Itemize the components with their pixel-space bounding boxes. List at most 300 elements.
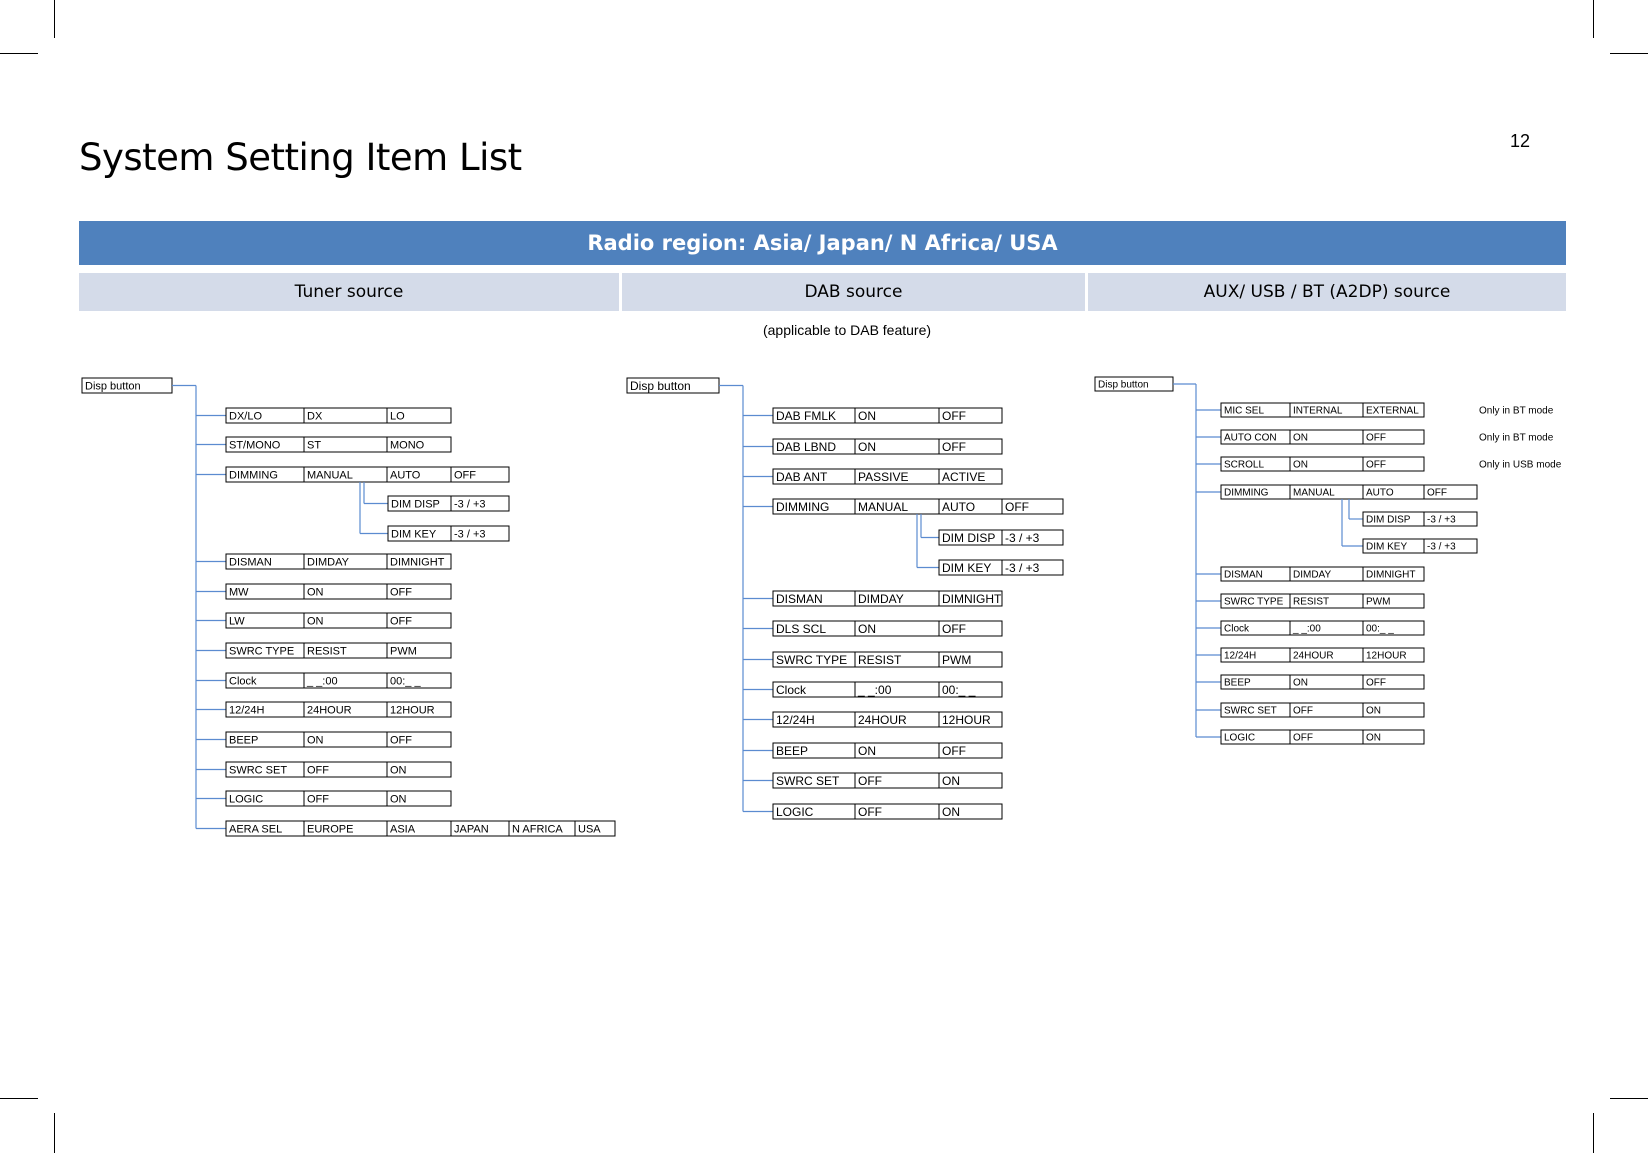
tuner-row-aera-sel-cell — [575, 821, 615, 836]
aux-row-auto-con-cell — [1221, 430, 1290, 444]
aux-row-beep-cell — [1221, 675, 1290, 689]
tuner-row-beep-cell-label: OFF — [390, 734, 412, 747]
tuner-row-dimming-cell-label: AUTO — [390, 469, 421, 482]
tuner-row-logic-cell — [226, 791, 304, 806]
aux-row-dimming-cell-label: DIMMING — [1224, 487, 1269, 499]
tuner-row-lw-cell — [304, 613, 387, 628]
tuner-row-mw-cell — [304, 584, 387, 599]
tuner-row-lw-cell-label: LW — [229, 615, 245, 628]
dab-row-dimming-cell-label: MANUAL — [858, 499, 909, 514]
tuner-row-aera-sel-cell-label: JAPAN — [454, 823, 489, 836]
aux-row-clock-cell — [1221, 621, 1290, 635]
dab-row-disman-cell — [939, 591, 1002, 606]
tuner-row-lw-cell — [226, 613, 304, 628]
aux-row-swrc-type — [1221, 594, 1424, 608]
tuner-row-beep-cell-label: ON — [307, 734, 324, 747]
tuner-row-st-mono-cell-label: ST/MONO — [229, 439, 281, 452]
dab-row-swrc-type-cell — [773, 652, 855, 667]
dab-row-dab-fmlk-cell-label: DAB FMLK — [776, 408, 837, 423]
dab-row-dimming-cell — [939, 499, 1002, 514]
dab-row-dab-ant — [773, 469, 1002, 484]
dab-row-logic-cell — [939, 804, 1002, 819]
aux-row-dimming-cell-label: OFF — [1427, 487, 1447, 499]
tuner-row-aera-sel-cell-label: N AFRICA — [512, 823, 563, 836]
dab-row-swrc-set — [773, 773, 1002, 788]
aux-dim-key-label: DIM KEY — [1366, 541, 1408, 553]
aux-row-auto-con-cell-label: OFF — [1366, 432, 1386, 444]
aux-row-scroll-cell — [1221, 457, 1290, 471]
dab-row-beep-cell-label: ON — [858, 743, 876, 758]
aux-source-header: AUX/ USB / BT (A2DP) source — [1088, 273, 1566, 311]
dab-row-logic-cell — [855, 804, 939, 819]
aux-row-swrc-set-cell-label: SWRC SET — [1224, 705, 1277, 717]
dab-row-dimming-cell — [855, 499, 939, 514]
tuner-row-beep-cell-label: BEEP — [229, 734, 259, 747]
tuner-row-clock-cell-label: Clock — [229, 675, 257, 688]
dab-dim-key-label: DIM KEY — [942, 560, 992, 575]
dab-row-dab-ant-cell — [773, 469, 855, 484]
tuner-row-dimming-cell — [387, 467, 451, 482]
tuner-row-logic — [226, 791, 451, 806]
tuner-row-swrc-set-cell — [226, 762, 304, 777]
dab-row-dab-fmlk-cell-label: OFF — [942, 408, 966, 423]
aux-dim-disp-range-label: -3 / +3 — [1427, 514, 1456, 526]
tuner-disp-button-label: Disp button — [85, 380, 141, 393]
tuner-row-disman-cell-label: DIMNIGHT — [390, 556, 445, 569]
aux-row-dimming-cell — [1221, 485, 1290, 499]
dab-dim-disp-range — [1002, 530, 1063, 545]
dab-row-dab-fmlk-cell-label: ON — [858, 408, 876, 423]
aux-row-clock-cell — [1290, 621, 1363, 635]
tuner-row-swrc-set-cell-label: ON — [390, 764, 407, 777]
tuner-row-mw-cell — [387, 584, 451, 599]
dab-row-clock-cell — [939, 682, 1002, 697]
dab-row-dab-lbnd-cell — [855, 439, 939, 454]
region-banner: Radio region: Asia/ Japan/ N Africa/ USA — [79, 221, 1566, 265]
aux-row-mic-sel-cell — [1290, 403, 1363, 417]
tuner-row-mw — [226, 584, 451, 599]
aux-disp-button-label: Disp button — [1098, 379, 1149, 391]
aux-row-clock-cell — [1363, 621, 1424, 635]
tuner-row-lw-cell — [387, 613, 451, 628]
tuner-row-clock-cell — [226, 673, 304, 688]
dab-row-dab-fmlk-cell — [939, 408, 1002, 423]
tuner-row-aera-sel-cell-label: EUROPE — [307, 823, 354, 836]
tuner-row-aera-sel — [226, 821, 615, 836]
dab-disp-button-label: Disp button — [630, 378, 691, 393]
tuner-row-dimming-cell-label: MANUAL — [307, 469, 353, 482]
aux-row-disman-cell — [1221, 567, 1290, 581]
aux-row-auto-con-cell-label: AUTO CON — [1224, 432, 1277, 444]
tuner-row-swrc-set-cell — [387, 762, 451, 777]
dab-row-dab-ant-cell — [939, 469, 1002, 484]
tuner-row-swrc-type-cell-label: SWRC TYPE — [229, 645, 295, 658]
dab-row-swrc-type-cell-label: SWRC TYPE — [776, 652, 848, 667]
dab-row-clock — [773, 682, 1002, 697]
aux-row-beep-cell — [1363, 675, 1424, 689]
dab-row-logic — [773, 804, 1002, 819]
aux-row-auto-con-cell-label: ON — [1293, 432, 1308, 444]
tuner-row-dimming-cell-label: OFF — [454, 469, 476, 482]
tuner-row-beep-cell — [387, 732, 451, 747]
aux-row-dimming-cell — [1363, 485, 1424, 499]
dab-row-logic-cell-label: OFF — [858, 804, 882, 819]
dab-row-dls-scl-cell — [939, 621, 1002, 636]
dab-row-dab-ant-cell — [855, 469, 939, 484]
dab-row-clock-cell-label: _ _:00 — [858, 682, 892, 697]
aux-row-beep-cell-label: OFF — [1366, 677, 1386, 689]
aux-dim-disp-label: DIM DISP — [1366, 514, 1411, 526]
dab-row-12-24h-cell — [939, 712, 1002, 727]
tuner-row-dx-lo-cell — [304, 408, 387, 423]
page-number: 12 — [1510, 131, 1531, 151]
dab-row-beep-cell-label: BEEP — [776, 743, 809, 758]
dab-row-dimming-cell-label: AUTO — [942, 499, 976, 514]
tuner-row-aera-sel-cell — [304, 821, 387, 836]
dab-row-beep-cell — [855, 743, 939, 758]
aux-row-swrc-set — [1221, 703, 1424, 717]
aux-mode-note: Only in BT mode — [1479, 405, 1554, 417]
tuner-row-disman-cell-label: DISMAN — [229, 556, 272, 569]
tuner-dim-key-label: DIM KEY — [391, 528, 437, 541]
aux-row-beep-cell-label: BEEP — [1224, 677, 1251, 689]
aux-row-logic-cell-label: OFF — [1293, 732, 1313, 744]
tuner-row-aera-sel-cell — [226, 821, 304, 836]
dab-row-beep-cell — [773, 743, 855, 758]
aux-row-disman-cell-label: DIMDAY — [1293, 569, 1332, 581]
aux-dimming-sub — [1342, 499, 1477, 553]
tuner-row-disman-cell — [226, 554, 304, 569]
dab-row-disman-cell-label: DIMDAY — [858, 591, 904, 606]
aux-row-swrc-set-cell-label: ON — [1366, 705, 1381, 717]
tuner-row-swrc-type-cell — [226, 643, 304, 658]
tuner-row-clock-cell-label: 00:_ _ — [390, 675, 421, 688]
aux-row-12-24h-cell — [1290, 648, 1363, 662]
aux-row-mic-sel — [1221, 403, 1424, 417]
tuner-row-st-mono-cell — [387, 437, 451, 452]
aux-dim-disp — [1363, 512, 1424, 526]
tuner-dim-disp-label: DIM DISP — [391, 498, 440, 511]
tuner-row-st-mono — [226, 437, 451, 452]
dab-row-swrc-type-cell-label: RESIST — [858, 652, 902, 667]
aux-row-dimming-cell — [1424, 485, 1477, 499]
aux-row-clock-cell-label: 00:_ _ — [1366, 623, 1394, 635]
aux-dim-key-range-label: -3 / +3 — [1427, 541, 1456, 553]
tuner-row-dimming-cell — [226, 467, 304, 482]
tuner-row-logic-cell-label: OFF — [307, 793, 329, 806]
dab-row-dls-scl — [773, 621, 1002, 636]
dab-dim-disp-label: DIM DISP — [942, 530, 996, 545]
dab-row-dab-fmlk — [773, 408, 1002, 423]
aux-row-swrc-set-cell — [1221, 703, 1290, 717]
aux-row-clock — [1221, 621, 1424, 635]
tuner-row-st-mono-cell — [304, 437, 387, 452]
tuner-row-beep-cell — [226, 732, 304, 747]
tuner-row-clock-cell — [387, 673, 451, 688]
tuner-dim-disp — [388, 496, 451, 511]
dab-source-header: DAB source — [622, 273, 1085, 311]
aux-row-12-24h-cell-label: 12HOUR — [1366, 650, 1407, 662]
tuner-row-swrc-type-cell-label: RESIST — [307, 645, 347, 658]
aux-row-beep-cell-label: ON — [1293, 677, 1308, 689]
aux-row-scroll-cell-label: SCROLL — [1224, 459, 1265, 471]
tuner-row-12-24h — [226, 702, 451, 717]
tuner-row-swrc-type — [226, 643, 451, 658]
tuner-row-logic-cell — [387, 791, 451, 806]
dab-row-12-24h-cell-label: 12HOUR — [942, 712, 991, 727]
aux-row-12-24h — [1221, 648, 1424, 662]
aux-row-auto-con-cell — [1363, 430, 1424, 444]
tuner-disp-button — [82, 378, 172, 393]
tuner-dim-key — [388, 526, 451, 541]
tuner-row-aera-sel-cell — [509, 821, 575, 836]
dab-row-dimming-cell — [1002, 499, 1063, 514]
tuner-row-dimming-cell — [304, 467, 387, 482]
tuner-row-swrc-set-cell-label: SWRC SET — [229, 764, 288, 777]
aux-row-12-24h-cell-label: 24HOUR — [1293, 650, 1334, 662]
tuner-row-dx-lo — [226, 408, 451, 423]
dab-row-12-24h — [773, 712, 1002, 727]
aux-row-disman-cell — [1363, 567, 1424, 581]
aux-row-12-24h-cell — [1221, 648, 1290, 662]
dab-row-dab-ant-cell-label: PASSIVE — [858, 469, 909, 484]
aux-mode-note: Only in USB mode — [1479, 459, 1562, 471]
tuner-row-clock — [226, 673, 451, 688]
dab-row-dab-ant-cell-label: ACTIVE — [942, 469, 986, 484]
aux-row-dimming-cell-label: MANUAL — [1293, 487, 1335, 499]
tuner-dim-key-range — [451, 526, 509, 541]
aux-row-logic — [1221, 730, 1424, 744]
aux-mode-note: Only in BT mode — [1479, 432, 1554, 444]
dab-row-swrc-type-cell — [855, 652, 939, 667]
tuner-source-header: Tuner source — [79, 273, 619, 311]
aux-row-clock-cell-label: _ _:00 — [1293, 623, 1321, 635]
tuner-row-dx-lo-cell-label: DX — [307, 410, 323, 423]
dab-row-logic-cell-label: LOGIC — [776, 804, 814, 819]
aux-row-swrc-type-cell — [1363, 594, 1424, 608]
tuner-row-dimming-cell — [451, 467, 509, 482]
aux-row-mic-sel-cell — [1221, 403, 1290, 417]
tuner-row-st-mono-cell-label: ST — [307, 439, 322, 452]
dab-row-clock-cell-label: Clock — [776, 682, 807, 697]
tuner-dim-disp-range — [451, 496, 509, 511]
aux-dim-key — [1363, 539, 1424, 553]
tuner-row-lw — [226, 613, 451, 628]
dab-row-dimming-cell-label: OFF — [1005, 499, 1029, 514]
tuner-row-beep-cell — [304, 732, 387, 747]
dab-row-beep-cell — [939, 743, 1002, 758]
dab-row-swrc-set-cell — [855, 773, 939, 788]
aux-row-beep — [1221, 675, 1424, 689]
dab-row-beep-cell-label: OFF — [942, 743, 966, 758]
aux-row-swrc-set-cell — [1290, 703, 1363, 717]
aux-row-dimming-cell-label: AUTO — [1366, 487, 1394, 499]
dab-row-swrc-set-cell — [939, 773, 1002, 788]
dab-row-clock-cell-label: 00:_ _ — [942, 682, 976, 697]
aux-row-logic-cell — [1290, 730, 1363, 744]
dab-row-swrc-set-cell-label: OFF — [858, 773, 882, 788]
dab-row-beep — [773, 743, 1002, 758]
tuner-row-mw-cell — [226, 584, 304, 599]
tuner-row-dx-lo-cell — [387, 408, 451, 423]
tuner-row-12-24h-cell-label: 24HOUR — [307, 704, 352, 717]
dab-dim-key — [939, 560, 1002, 575]
dab-row-logic-cell-label: ON — [942, 804, 960, 819]
tuner-row-12-24h-cell-label: 12/24H — [229, 704, 265, 717]
aux-row-swrc-type-cell-label: SWRC TYPE — [1224, 596, 1284, 608]
tuner-row-mw-cell-label: ON — [307, 586, 324, 599]
dab-row-swrc-set-cell — [773, 773, 855, 788]
dab-row-12-24h-cell-label: 24HOUR — [858, 712, 907, 727]
dab-row-dimming — [773, 499, 1063, 514]
dab-row-dab-lbnd-cell-label: OFF — [942, 439, 966, 454]
aux-dim-disp-range — [1424, 512, 1477, 526]
tuner-row-swrc-set-cell — [304, 762, 387, 777]
tuner-row-disman-cell-label: DIMDAY — [307, 556, 349, 569]
dab-row-disman — [773, 591, 1002, 606]
dab-row-dab-fmlk-cell — [855, 408, 939, 423]
aux-row-clock-cell-label: Clock — [1224, 623, 1250, 635]
aux-row-logic-cell — [1363, 730, 1424, 744]
dab-row-dls-scl-cell-label: OFF — [942, 621, 966, 636]
dab-row-dls-scl-cell — [855, 621, 939, 636]
dab-dim-disp — [939, 530, 1002, 545]
tuner-row-aera-sel-cell — [387, 821, 451, 836]
dab-row-swrc-type — [773, 652, 1002, 667]
tuner-row-st-mono-cell — [226, 437, 304, 452]
dab-row-dab-lbnd — [773, 439, 1002, 454]
aux-row-dimming — [1221, 485, 1477, 499]
aux-row-12-24h-cell-label: 12/24H — [1224, 650, 1257, 662]
tuner-row-disman-cell — [387, 554, 451, 569]
aux-row-swrc-type-cell — [1290, 594, 1363, 608]
aux-row-mic-sel-cell-label: MIC SEL — [1224, 405, 1265, 417]
tuner-row-12-24h-cell — [387, 702, 451, 717]
tuner-row-dimming — [226, 467, 509, 482]
aux-row-auto-con-cell — [1290, 430, 1363, 444]
dab-row-dls-scl-cell — [773, 621, 855, 636]
dab-row-dab-lbnd-cell — [939, 439, 1002, 454]
tuner-row-dx-lo-cell-label: LO — [390, 410, 405, 423]
dab-row-dab-lbnd-cell-label: DAB LBND — [776, 439, 837, 454]
aux-row-swrc-set-cell-label: OFF — [1293, 705, 1313, 717]
tuner-row-aera-sel-cell — [451, 821, 509, 836]
dab-row-swrc-type-cell — [939, 652, 1002, 667]
aux-row-12-24h-cell — [1363, 648, 1424, 662]
aux-tree — [1095, 377, 1562, 744]
aux-row-scroll-cell-label: ON — [1293, 459, 1308, 471]
tuner-row-aera-sel-cell-label: ASIA — [390, 823, 416, 836]
dab-row-swrc-type-cell-label: PWM — [942, 652, 972, 667]
aux-row-logic-cell-label: ON — [1366, 732, 1381, 744]
dab-row-12-24h-cell — [855, 712, 939, 727]
aux-row-disman-cell — [1290, 567, 1363, 581]
aux-row-scroll — [1221, 457, 1424, 471]
tuner-dim-disp-range-label: -3 / +3 — [454, 498, 486, 511]
tuner-row-12-24h-cell-label: 12HOUR — [390, 704, 435, 717]
aux-row-mic-sel-cell-label: INTERNAL — [1293, 405, 1343, 417]
tuner-row-swrc-type-cell-label: PWM — [390, 645, 417, 658]
dab-disp-button — [627, 378, 719, 393]
dab-row-clock-cell — [855, 682, 939, 697]
tuner-row-logic-cell-label: LOGIC — [229, 793, 264, 806]
aux-row-auto-con — [1221, 430, 1424, 444]
dab-tree — [627, 378, 1063, 819]
tuner-row-beep — [226, 732, 451, 747]
tuner-row-aera-sel-cell-label: AERA SEL — [229, 823, 283, 836]
aux-row-swrc-set-cell — [1363, 703, 1424, 717]
tuner-row-logic-cell — [304, 791, 387, 806]
tuner-row-disman — [226, 554, 451, 569]
tuner-row-swrc-set-cell-label: OFF — [307, 764, 329, 777]
dab-row-disman-cell-label: DISMAN — [776, 591, 823, 606]
dab-dim-key-range — [1002, 560, 1063, 575]
aux-dim-key-range — [1424, 539, 1477, 553]
tuner-dimming-sub — [360, 482, 509, 541]
aux-row-scroll-cell — [1363, 457, 1424, 471]
dab-row-disman-cell — [855, 591, 939, 606]
dab-row-swrc-set-cell-label: SWRC SET — [776, 773, 840, 788]
tuner-row-12-24h-cell — [304, 702, 387, 717]
tuner-row-mw-cell-label: MW — [229, 586, 249, 599]
tuner-row-logic-cell-label: ON — [390, 793, 407, 806]
aux-row-beep-cell — [1290, 675, 1363, 689]
tuner-row-swrc-type-cell — [387, 643, 451, 658]
tuner-tree — [82, 378, 615, 836]
tuner-row-dx-lo-cell — [226, 408, 304, 423]
tuner-row-lw-cell-label: OFF — [390, 615, 412, 628]
dab-dim-key-range-label: -3 / +3 — [1005, 560, 1040, 575]
dab-row-clock-cell — [773, 682, 855, 697]
aux-row-disman-cell-label: DIMNIGHT — [1366, 569, 1416, 581]
tuner-row-swrc-type-cell — [304, 643, 387, 658]
aux-row-swrc-type-cell-label: RESIST — [1293, 596, 1330, 608]
dab-row-12-24h-cell-label: 12/24H — [776, 712, 815, 727]
tuner-row-clock-cell — [304, 673, 387, 688]
aux-row-logic-cell-label: LOGIC — [1224, 732, 1256, 744]
aux-row-disman — [1221, 567, 1424, 581]
dab-row-dimming-cell-label: DIMMING — [776, 499, 830, 514]
dab-row-dimming-cell — [773, 499, 855, 514]
aux-disp-button — [1095, 377, 1173, 391]
aux-row-mic-sel-cell — [1363, 403, 1424, 417]
dab-row-dls-scl-cell-label: ON — [858, 621, 876, 636]
tuner-row-swrc-set — [226, 762, 451, 777]
dab-row-swrc-set-cell-label: ON — [942, 773, 960, 788]
dab-row-12-24h-cell — [773, 712, 855, 727]
dab-dim-disp-range-label: -3 / +3 — [1005, 530, 1040, 545]
tuner-row-st-mono-cell-label: MONO — [390, 439, 425, 452]
tuner-row-clock-cell-label: _ _:00 — [307, 675, 338, 688]
tuner-dim-key-range-label: -3 / +3 — [454, 528, 486, 541]
dab-row-dab-lbnd-cell-label: ON — [858, 439, 876, 454]
dab-row-dab-lbnd-cell — [773, 439, 855, 454]
aux-row-scroll-cell-label: OFF — [1366, 459, 1386, 471]
aux-row-disman-cell-label: DISMAN — [1224, 569, 1263, 581]
tuner-row-mw-cell-label: OFF — [390, 586, 412, 599]
aux-row-swrc-type-cell-label: PWM — [1366, 596, 1391, 608]
aux-row-mic-sel-cell-label: EXTERNAL — [1366, 405, 1419, 417]
aux-row-logic-cell — [1221, 730, 1290, 744]
tuner-row-dimming-cell-label: DIMMING — [229, 469, 278, 482]
dab-feature-note: (applicable to DAB feature) — [762, 322, 932, 338]
dab-row-dab-ant-cell-label: DAB ANT — [776, 469, 828, 484]
dab-row-dls-scl-cell-label: DLS SCL — [776, 621, 827, 636]
aux-row-scroll-cell — [1290, 457, 1363, 471]
aux-row-dimming-cell — [1290, 485, 1363, 499]
dab-dimming-sub — [917, 514, 1063, 575]
tuner-row-lw-cell-label: ON — [307, 615, 324, 628]
